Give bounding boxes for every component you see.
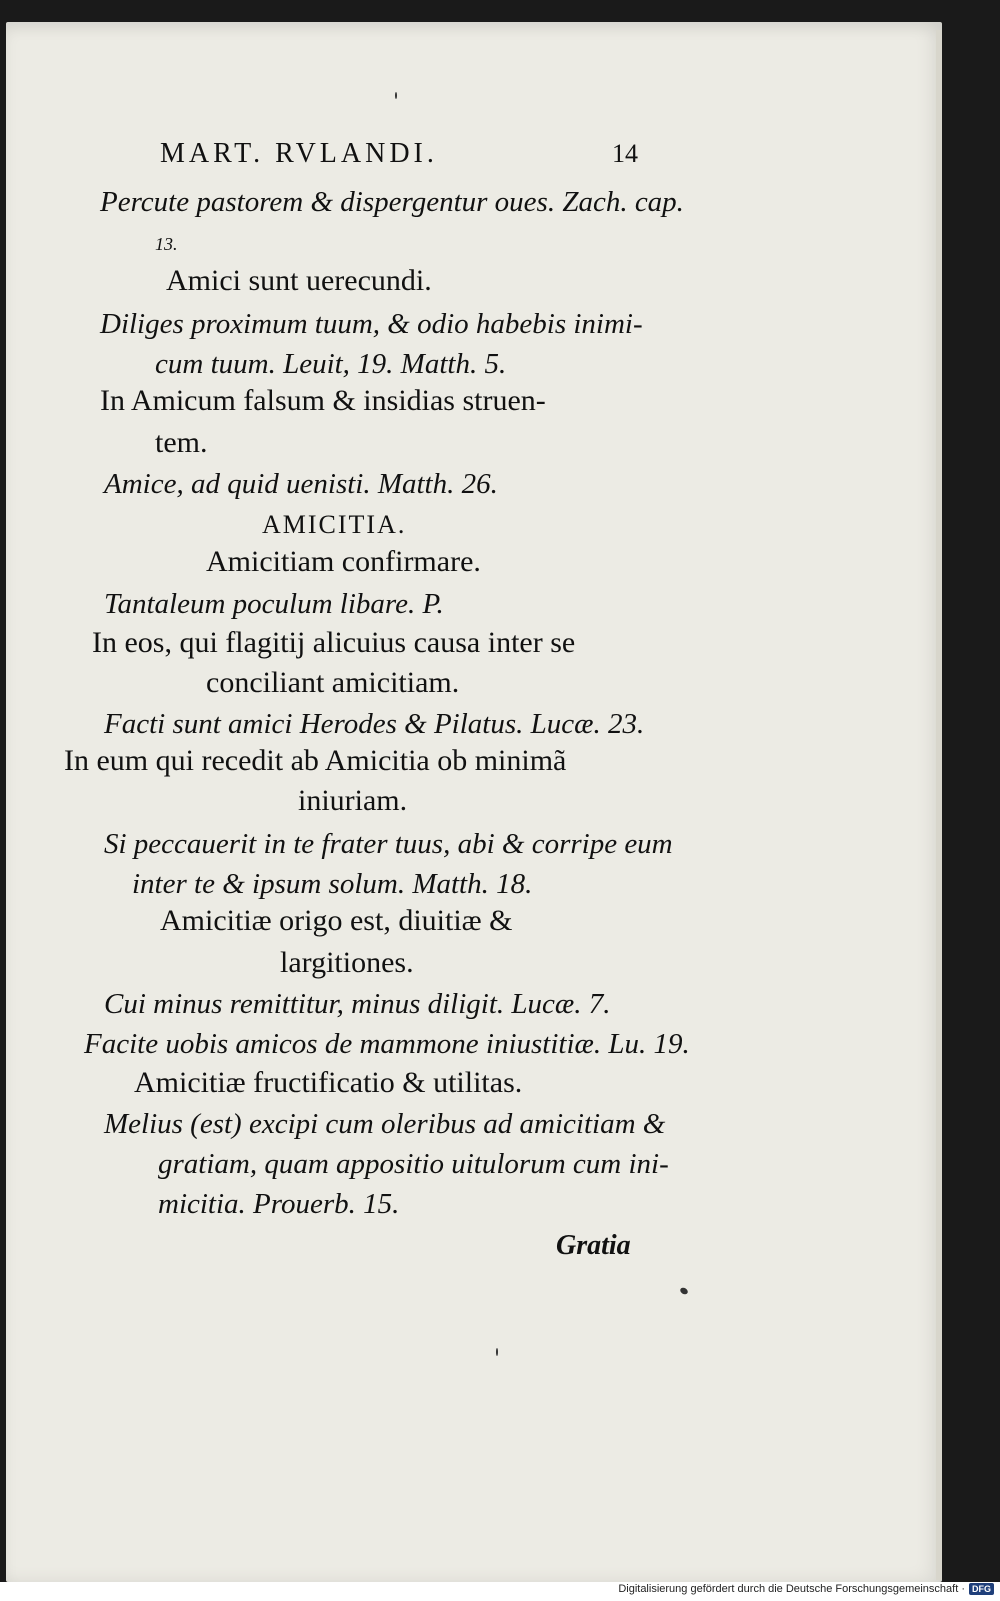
text-line: tem. (155, 426, 208, 459)
text-line: Facite uobis amicos de mammone iniustitiæ. Lu. 19. (84, 1028, 690, 1060)
text-line: Melius (est) excipi cum oleribus ad amicitiam & (104, 1108, 666, 1140)
dfg-logo: DFG (969, 1583, 994, 1595)
text-line: largitiones. (280, 946, 414, 979)
text-line: In eos, qui flagitij alicuius causa inter se (92, 626, 576, 659)
page-edge (936, 30, 942, 1580)
digitization-credit (618, 1583, 994, 1595)
ink-speck (395, 92, 397, 99)
running-title: MART. RVLANDI. (160, 138, 438, 169)
section-heading: AMICITIA. (262, 510, 407, 539)
text-line: Percute pastorem & dispergentur oues. Zach. cap. (100, 186, 684, 218)
page-number: 14 (612, 139, 638, 168)
catchword: Gratia (556, 1230, 631, 1261)
text-line: In Amicum falsum & insidias struen- (100, 384, 546, 417)
text-line: Si peccauerit in te frater tuus, abi & corripe eum (104, 828, 673, 860)
ink-speck (496, 1348, 498, 1356)
text-line: Amici sunt uerecundi. (166, 264, 432, 297)
text-line: Cui minus remittitur, minus diligit. Lucæ. 7. (104, 988, 611, 1020)
book-page (6, 22, 942, 1582)
text-line: Tantaleum poculum libare. P. (104, 588, 444, 620)
text-line: Amicitiam confirmare. (206, 545, 481, 578)
text-line: micitia. Prouerb. 15. (158, 1188, 400, 1220)
text-line: conciliant amicitiam. (206, 666, 460, 699)
text-line: Facti sunt amici Herodes & Pilatus. Lucæ. 23. (104, 708, 645, 740)
text-line: 13. (155, 234, 178, 254)
text-line: Amice, ad quid uenisti. Matth. 26. (104, 468, 498, 500)
text-line: Diliges proximum tuum, & odio habebis inimi- (100, 308, 643, 340)
text-line: gratiam, quam appositio uitulorum cum ini- (158, 1148, 669, 1180)
text-line: In eum qui recedit ab Amicitia ob minimã (64, 744, 567, 777)
text-line: cum tuum. Leuit, 19. Matth. 5. (155, 348, 507, 380)
text-line: iniuriam. (298, 784, 408, 817)
text-line: inter te & ipsum solum. Matth. 18. (132, 868, 533, 900)
text-line: Amicitiæ fructificatio & utilitas. (134, 1066, 523, 1099)
text-line: Amicitiæ origo est, diuitiæ & (160, 904, 513, 937)
credit-text: Digitalisierung gefördert durch die Deutsche Forschungsgemeinschaft · (618, 1583, 965, 1595)
